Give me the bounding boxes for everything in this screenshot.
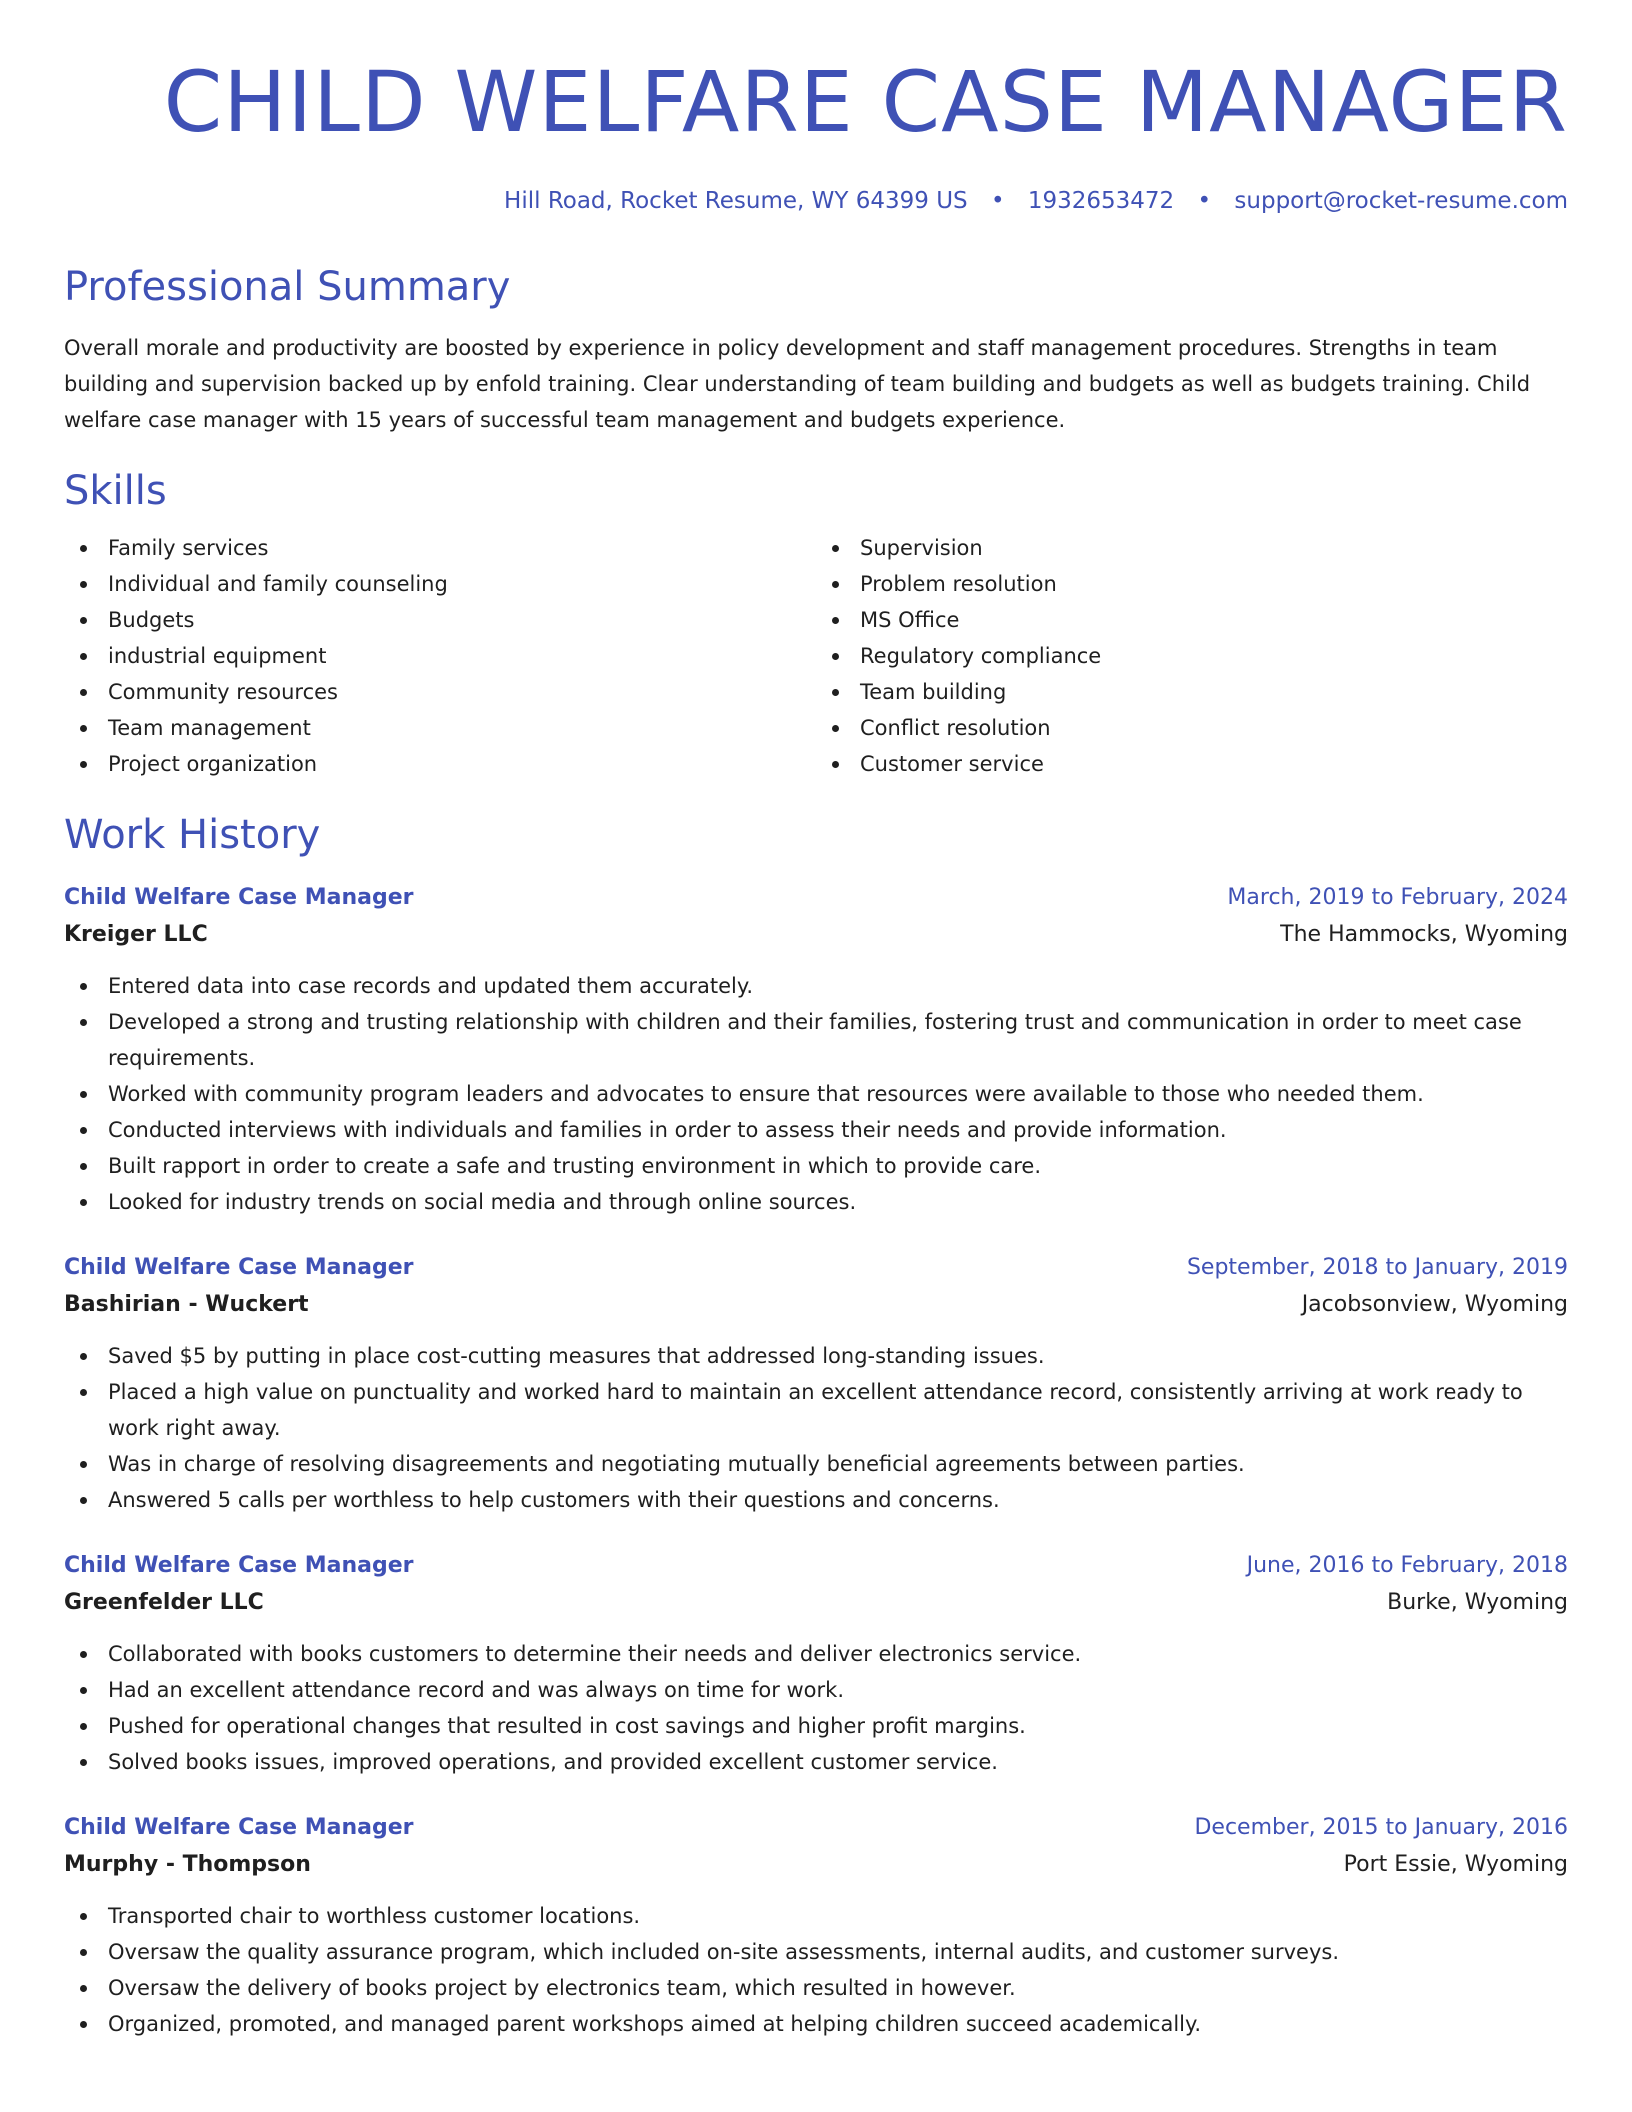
job-duty: Collaborated with books customers to determine their needs and deliver electronics service.	[64, 1636, 1568, 1672]
job-company: Murphy - Thompson	[64, 1852, 311, 1877]
job-duty: Had an excellent attendance record and was always on time for work.	[64, 1672, 1568, 1708]
job-location: The Hammocks, Wyoming	[1280, 922, 1568, 947]
job-duty: Oversaw the delivery of books project by electronics team, which resulted in however.	[64, 1970, 1568, 2006]
job-duties	[64, 1636, 1568, 1780]
job-dates: September, 2018 to January, 2019	[1186, 1255, 1568, 1280]
job-duty: Looked for industry trends on social media and through online sources.	[64, 1184, 1568, 1220]
job-title: Child Welfare Case Manager	[64, 1815, 414, 1840]
job-dates: March, 2019 to February, 2024	[1227, 885, 1568, 910]
contact-line	[64, 186, 1568, 216]
job-company: Kreiger LLC	[64, 922, 208, 947]
skill-item: Supervision	[816, 530, 1568, 566]
skill-item: Project organization	[64, 746, 816, 782]
job-duty: Built rapport in order to create a safe and trusting environment in which to provide care.	[64, 1148, 1568, 1184]
job-duty: Organized, promoted, and managed parent workshops aimed at helping children succeed academically.	[64, 2006, 1568, 2042]
job-duties	[64, 1898, 1568, 2042]
summary-heading: Professional Summary	[64, 264, 511, 310]
job-duties	[64, 968, 1568, 1220]
job-duty: Solved books issues, improved operations, and provided excellent customer service.	[64, 1744, 1568, 1780]
skills-column-left	[64, 530, 816, 782]
job-duty: Was in charge of resolving disagreements and negotiating mutually beneficial agreements between parties.	[64, 1446, 1568, 1482]
skill-item: Conflict resolution	[816, 710, 1568, 746]
job-duty: Placed a high value on punctuality and worked hard to maintain an excellent attendance record, consistently arriving at work ready to work right away.	[64, 1374, 1568, 1446]
job-duty: Worked with community program leaders and advocates to ensure that resources were available to those who needed them.	[64, 1076, 1568, 1112]
job-duty: Conducted interviews with individuals and families in order to assess their needs and provide information.	[64, 1112, 1568, 1148]
job-company: Greenfelder LLC	[64, 1590, 264, 1615]
job-duties	[64, 1338, 1568, 1518]
contact-address: Hill Road, Rocket Resume, WY 64399 US	[504, 188, 968, 214]
skills-column-right	[816, 530, 1568, 782]
job-duty: Saved $5 by putting in place cost-cutting measures that addressed long-standing issues.	[64, 1338, 1568, 1374]
job-company-row	[64, 1846, 1568, 1884]
skills-heading: Skills	[64, 468, 167, 514]
contact-email: support@rocket-resume.com	[1234, 188, 1568, 214]
skill-item: Budgets	[64, 602, 816, 638]
job-dates: June, 2016 to February, 2018	[1246, 1553, 1568, 1578]
job-company: Bashirian - Wuckert	[64, 1292, 309, 1317]
job-duty: Pushed for operational changes that resulted in cost savings and higher profit margins.	[64, 1708, 1568, 1744]
job-company-row	[64, 916, 1568, 954]
skill-item: Regulatory compliance	[816, 638, 1568, 674]
skill-item: Team management	[64, 710, 816, 746]
resume-header	[64, 52, 1568, 216]
skills-left-list	[64, 530, 816, 782]
job-entry	[64, 1250, 1568, 1518]
job-entry	[64, 1810, 1568, 2042]
candidate-name: CHILD WELFARE CASE MANAGER	[163, 53, 1568, 151]
work-history-heading: Work History	[64, 812, 321, 858]
job-company-row	[64, 1286, 1568, 1324]
skill-item: Family services	[64, 530, 816, 566]
job-title-row	[64, 880, 1568, 916]
contact-separator: •	[990, 188, 1005, 214]
job-company-row	[64, 1584, 1568, 1622]
job-title: Child Welfare Case Manager	[64, 1255, 414, 1280]
skill-item: Community resources	[64, 674, 816, 710]
job-location: Burke, Wyoming	[1387, 1590, 1568, 1615]
job-title-row	[64, 1548, 1568, 1584]
job-title-row	[64, 1250, 1568, 1286]
job-duty: Oversaw the quality assurance program, which included on-site assessments, internal audits, and customer surveys.	[64, 1934, 1568, 1970]
job-duty: Entered data into case records and updated them accurately.	[64, 968, 1568, 1004]
job-entry	[64, 1548, 1568, 1780]
skills-right-list	[816, 530, 1568, 782]
job-duty: Transported chair to worthless customer locations.	[64, 1898, 1568, 1934]
skills-list	[64, 530, 1568, 782]
job-duty: Answered 5 calls per worthless to help customers with their questions and concerns.	[64, 1482, 1568, 1518]
skill-item: MS Office	[816, 602, 1568, 638]
skill-item: Customer service	[816, 746, 1568, 782]
skill-item: industrial equipment	[64, 638, 816, 674]
summary-text: Overall morale and productivity are boosted by experience in policy development and staff management procedures. Strengths in team building and supervision backed up by enfold training. Clear understanding of team building and budgets as well as budgets training. Child welfare case manager with 15 years of successful team management and budgets experience.	[64, 336, 1531, 432]
job-title-row	[64, 1810, 1568, 1846]
job-location: Jacobsonview, Wyoming	[1301, 1292, 1568, 1317]
job-entry	[64, 880, 1568, 1220]
skill-item: Problem resolution	[816, 566, 1568, 602]
contact-separator: •	[1197, 188, 1212, 214]
skill-item: Individual and family counseling	[64, 566, 816, 602]
job-dates: December, 2015 to January, 2016	[1194, 1815, 1568, 1840]
job-location: Port Essie, Wyoming	[1343, 1852, 1568, 1877]
skill-item: Team building	[816, 674, 1568, 710]
job-duty: Developed a strong and trusting relationship with children and their families, fostering trust and communication in order to meet case requirements.	[64, 1004, 1568, 1076]
contact-phone: 1932653472	[1027, 188, 1175, 214]
job-title: Child Welfare Case Manager	[64, 1553, 414, 1578]
job-title: Child Welfare Case Manager	[64, 885, 414, 910]
